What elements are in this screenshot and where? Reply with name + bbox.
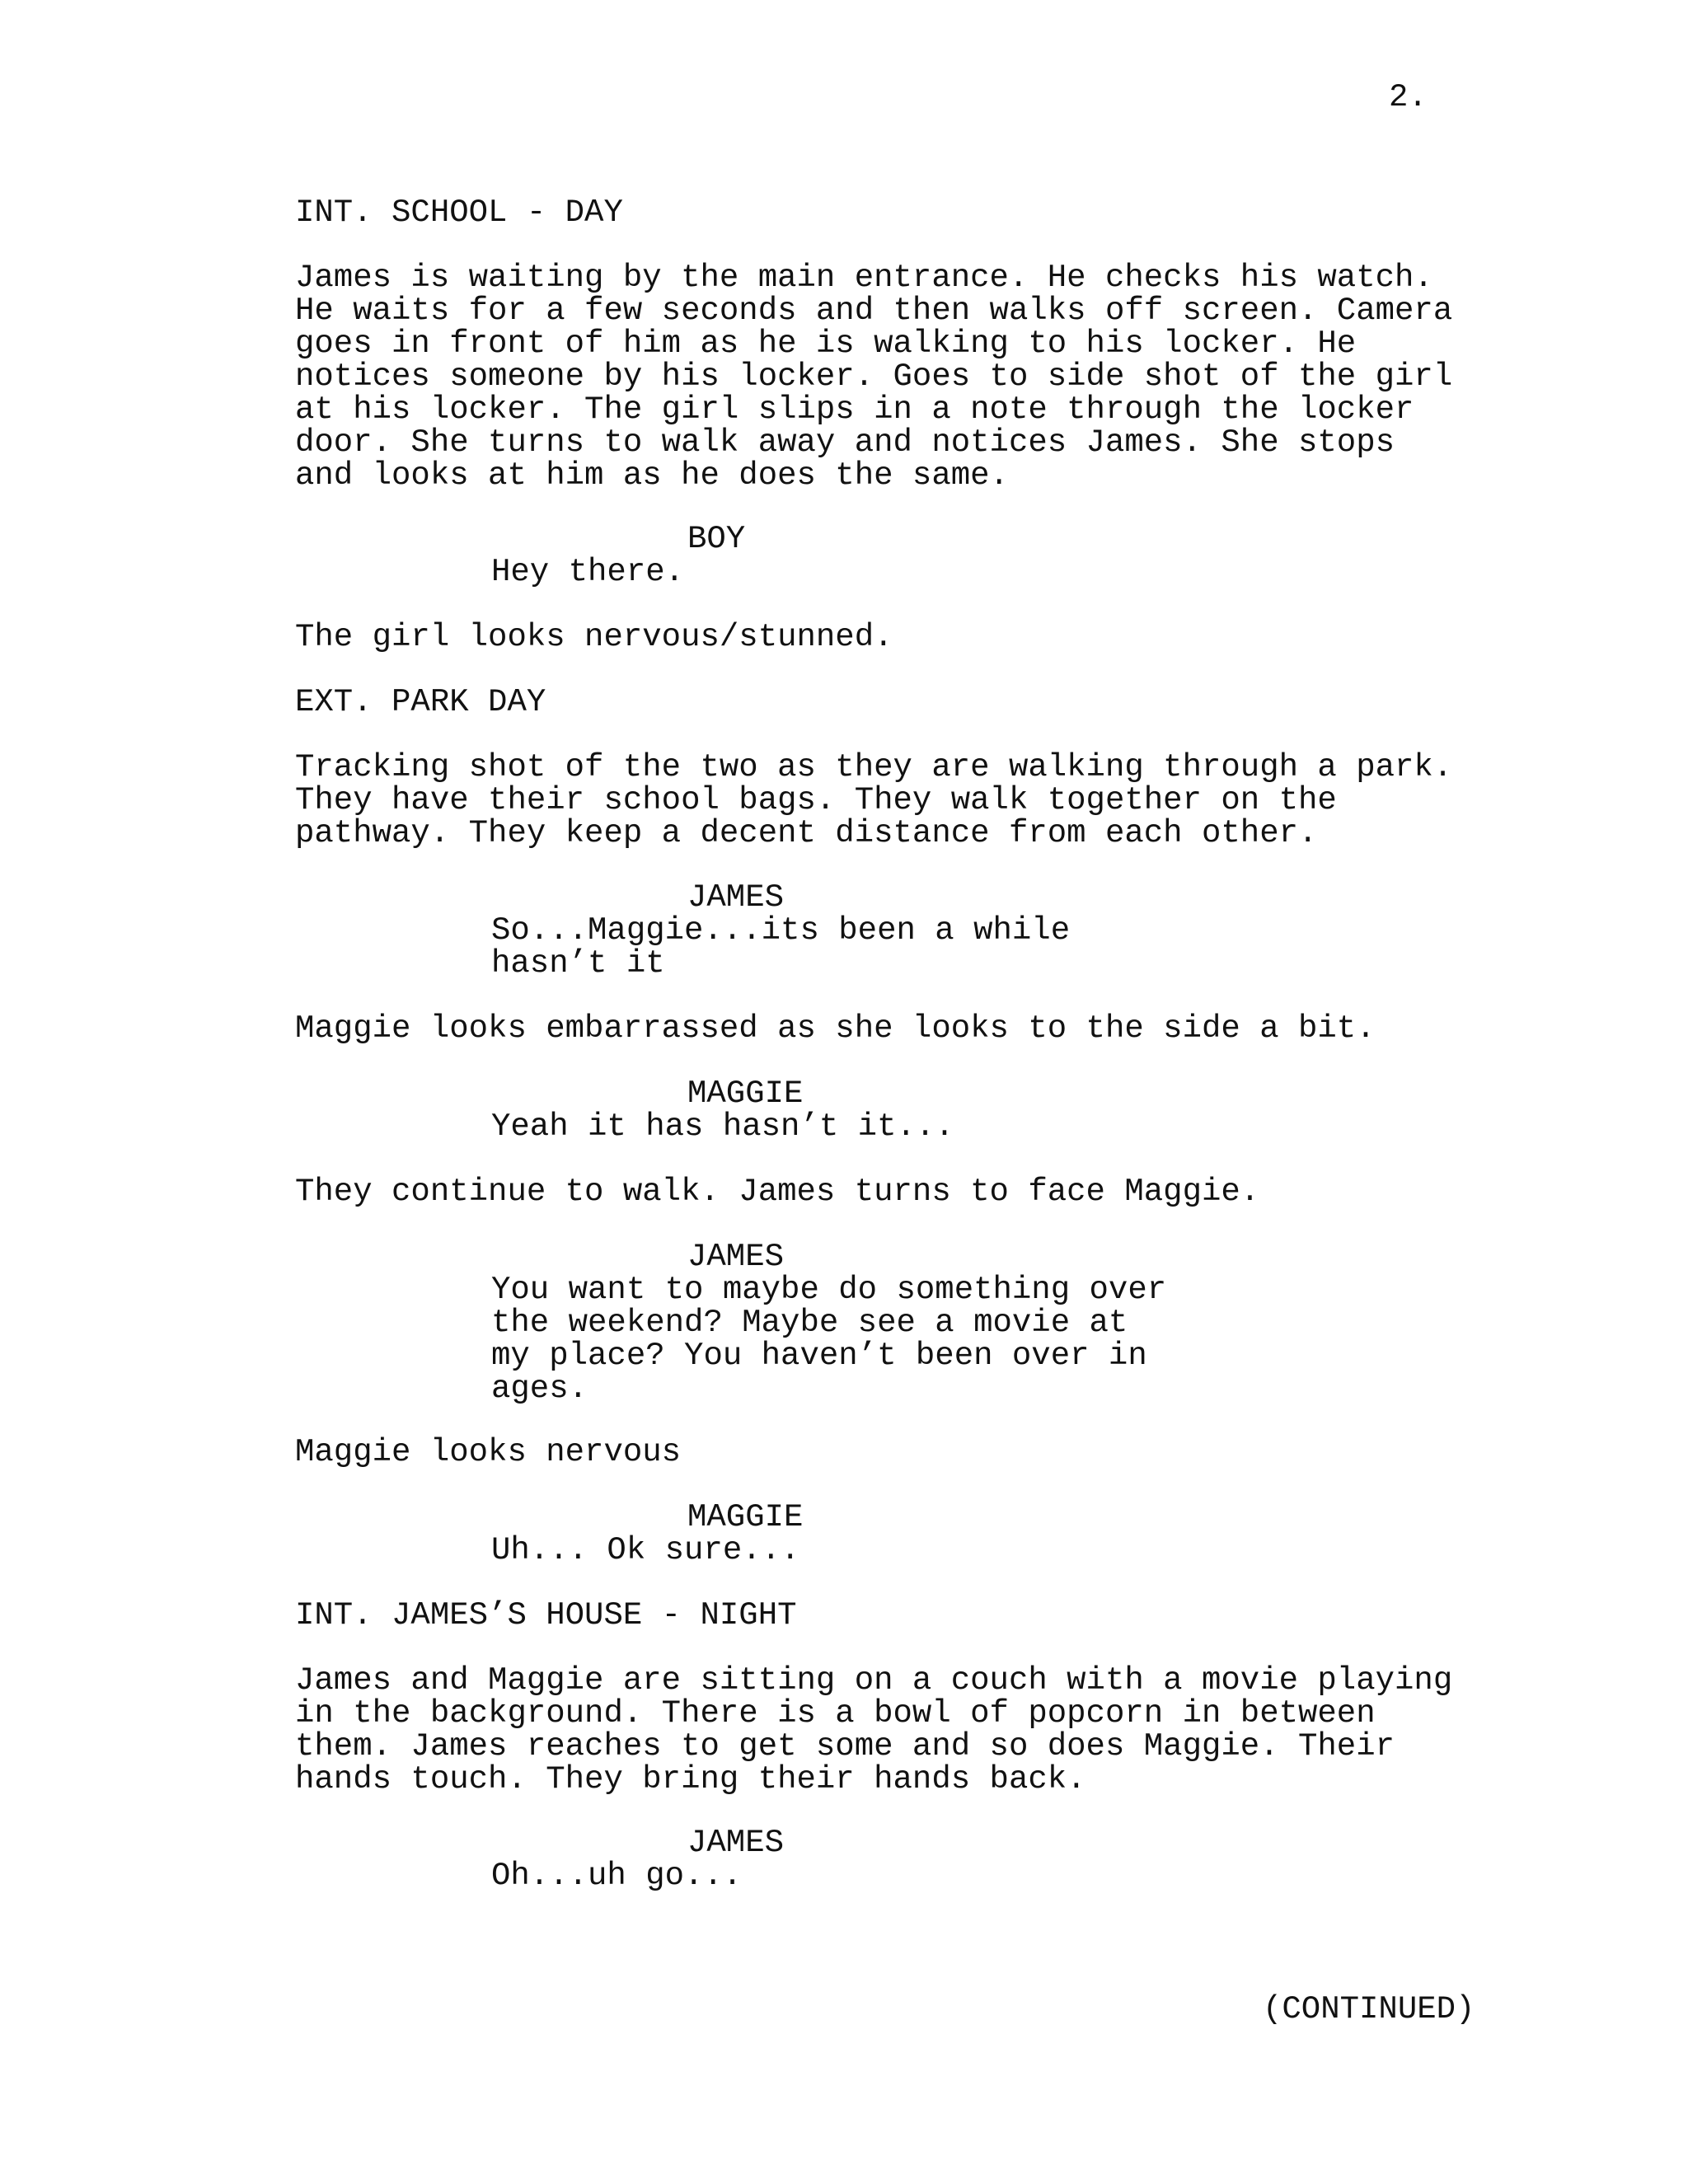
continued-label: (CONTINUED): [1263, 1991, 1475, 2027]
character-name-james: JAMES: [687, 879, 785, 916]
dialogue-maggie: Yeah it has hasn’t it...: [491, 1108, 954, 1145]
character-name-maggie: MAGGIE: [687, 1076, 804, 1112]
dialogue-james: You want to maybe do something over the weekend? Maybe see a movie at my place? You haven’t been over in ages.: [491, 1272, 1167, 1407]
action-park-tracking: Tracking shot of the two as they are walking through a park. They have their school bags. They walk together on the pathway. They keep a decent distance from each other.: [295, 749, 1453, 851]
character-name-james: JAMES: [687, 1239, 785, 1275]
action-couch-popcorn: James and Maggie are sitting on a couch with a movie playing in the background. There is a bowl of popcorn in between them. James reaches to get some and so does Maggie. Their hands touch. They bring their hands back.: [295, 1662, 1453, 1797]
scene-heading-park: EXT. PARK DAY: [295, 684, 546, 720]
dialogue-james: Oh...uh go...: [491, 1858, 743, 1894]
action-maggie-embarrassed: Maggie looks embarrassed as she looks to the side a bit.: [295, 1010, 1376, 1047]
dialogue-boy: Hey there.: [491, 554, 685, 590]
action-maggie-nervous: Maggie looks nervous: [295, 1434, 682, 1470]
action-school-opening: James is waiting by the main entrance. He checks his watch. He waits for a few seconds and then walks off screen. Camera goes in front of him as he is walking to his locker. He notices someone by his locker. Goes to side shot of the girl at his locker. The girl slips in a note through the locker door. She turns to walk away and notices James. She stops and looks at him as he does the same.: [295, 260, 1453, 494]
scene-heading-school: INT. SCHOOL - DAY: [295, 194, 623, 231]
dialogue-maggie: Uh... Ok sure...: [491, 1532, 800, 1568]
character-name-boy: BOY: [687, 521, 746, 557]
dialogue-james: So...Maggie...its been a while hasn’t it: [491, 912, 1071, 982]
action-continue-walk: They continue to walk. James turns to face Maggie.: [295, 1174, 1260, 1210]
character-name-maggie: MAGGIE: [687, 1499, 804, 1535]
scene-heading-james-house: INT. JAMES’S HOUSE - NIGHT: [295, 1597, 797, 1633]
action-girl-nervous: The girl looks nervous/stunned.: [295, 619, 893, 655]
character-name-james: JAMES: [687, 1825, 785, 1861]
page-number: 2.: [1389, 79, 1428, 115]
